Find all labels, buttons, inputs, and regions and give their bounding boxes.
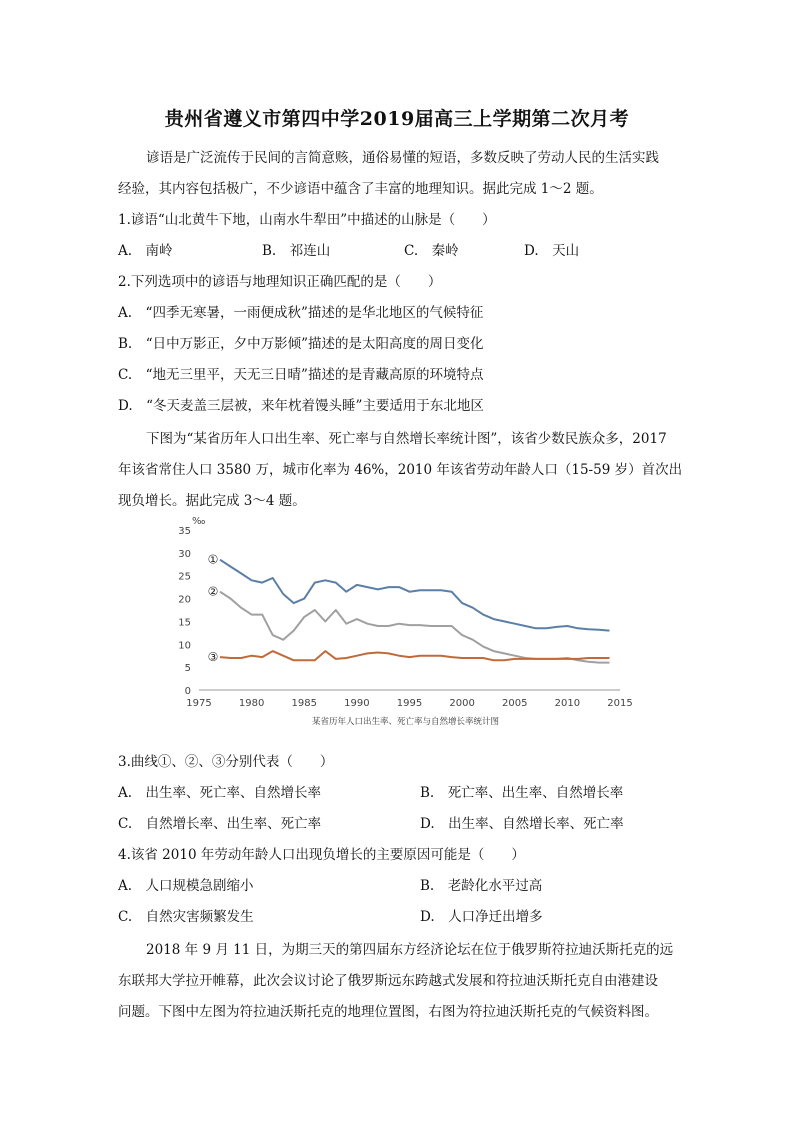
intro1-line2: 经验，其内容包括极广，不少谚语中蕴含了丰富的地理知识。据此完成 1～2 题。 <box>118 181 603 197</box>
q1-option-b: B. 祁连山 <box>262 243 331 259</box>
series-label-1: ① <box>207 552 219 567</box>
y-tick-label: 25 <box>178 571 191 583</box>
series-line-3 <box>220 651 610 660</box>
q2-option-d: D. “冬天麦盖三层被，来年枕着馒头睡”主要适用于东北地区 <box>118 398 484 414</box>
population-rate-chart <box>168 512 638 734</box>
series-label-2: ② <box>207 584 219 599</box>
q3-option-d: D. 出生率、自然增长率、死亡率 <box>420 816 624 832</box>
q3-option-b: B. 死亡率、出生率、自然增长率 <box>420 785 624 801</box>
q4-option-c: C. 自然灾害频繁发生 <box>118 909 254 925</box>
series-line-1 <box>220 560 610 631</box>
page-title: 贵州省遵义市第四中学2019届高三上学期第二次月考 <box>164 108 630 130</box>
q3-option-c: C. 自然增长率、出生率、死亡率 <box>118 816 322 832</box>
x-tick-label: 2000 <box>449 698 475 709</box>
x-tick-label: 2005 <box>502 698 528 709</box>
y-tick-label: 0 <box>184 686 191 697</box>
q3-stem: 3.曲线①、②、③分别代表（ ） <box>118 754 334 770</box>
x-tick-label: 1995 <box>396 698 423 709</box>
unit-label: ‰ <box>192 516 206 527</box>
intro2-line2: 年该省常住人口 3580 万，城市化率为 46%，2010 年该省劳动年龄人口（15-59 岁）首次出 <box>118 462 683 478</box>
y-tick-label: 30 <box>178 548 191 560</box>
x-tick-label: 2010 <box>554 698 581 709</box>
x-tick-label: 1980 <box>238 698 265 709</box>
q1-stem: 1.谚语“山北黄牛下地，山南水牛犁田”中描述的山脉是（ ） <box>118 212 496 228</box>
intro2-line1: 下图为“某省历年人口出生率、死亡率与自然增长率统计图”，该省少数民族众多，2017 <box>146 431 667 447</box>
q2-option-c: C. “地无三里平，天无三日晴”描述的是青藏高原的环境特点 <box>118 367 484 383</box>
q2-stem: 2.下列选项中的谚语与地理知识正确匹配的是（ ） <box>118 274 442 290</box>
q2-option-a: A. “四季无寒暑，一雨便成秋”描述的是华北地区的气候特征 <box>118 305 484 321</box>
y-tick-label: 15 <box>178 617 191 629</box>
y-tick-label: 5 <box>184 663 191 675</box>
x-tick-label: 1985 <box>291 698 317 709</box>
y-tick-label: 20 <box>178 594 191 606</box>
q4-stem: 4.该省 2010 年劳动年龄人口出现负增长的主要原因可能是（ ） <box>118 847 525 863</box>
intro1-line1: 谚语是广泛流传于民间的言简意赅，通俗易懂的短语，多数反映了劳动人民的生活实践 <box>146 150 659 166</box>
y-tick-label: 10 <box>178 640 191 652</box>
q4-option-b: B. 老龄化水平过高 <box>420 878 543 894</box>
series-label-3: ③ <box>207 650 219 665</box>
intro3-line1: 2018 年 9 月 11 日，为期三天的第四届东方经济论坛在位于俄罗斯符拉迪沃斯托克的远 <box>146 942 674 958</box>
intro3-line3: 问题。下图中左图为符拉迪沃斯托克的地理位置图，右图为符拉迪沃斯托克的气候资料图。 <box>118 1004 658 1020</box>
x-tick-label: 2015 <box>607 698 633 709</box>
q2-option-b: B. “日中万影正，夕中万影倾”描述的是太阳高度的周日变化 <box>118 336 484 352</box>
x-tick-label: 1990 <box>344 698 370 709</box>
q1-option-d: D. 天山 <box>524 243 580 259</box>
x-tick-label: 1975 <box>186 698 212 709</box>
q1-option-c: C. 秦岭 <box>404 243 459 259</box>
q1-option-a: A. 南岭 <box>118 243 173 259</box>
q3-option-a: A. 出生率、死亡率、自然增长率 <box>118 785 322 801</box>
intro3-line2: 东联邦大学拉开帷幕，此次会议讨论了俄罗斯远东跨越式发展和符拉迪沃斯托克自由港建设 <box>118 973 658 989</box>
intro2-line3: 现负增长。据此完成 3～4 题。 <box>118 493 306 509</box>
y-tick-label: 35 <box>178 526 191 537</box>
q4-option-d: D. 人口净迁出增多 <box>420 909 543 925</box>
q4-option-a: A. 人口规模急剧缩小 <box>118 878 254 894</box>
chart-caption: 某省历年人口出生率、死亡率与自然增长率统计图 <box>311 717 500 727</box>
